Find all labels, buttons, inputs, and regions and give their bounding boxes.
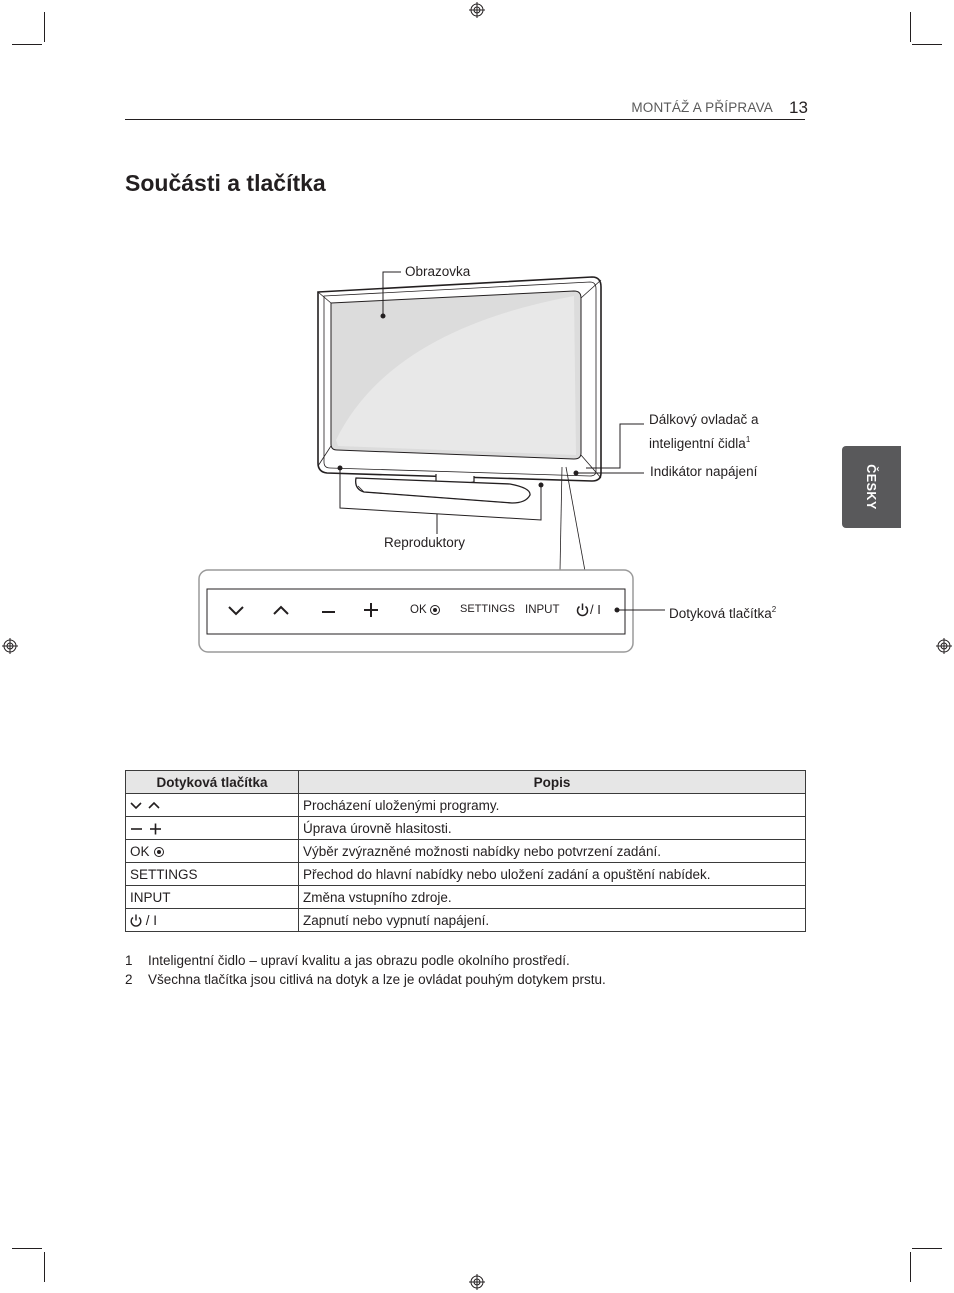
table-header-buttons: Dotyková tlačítka [126,771,299,794]
touch-button-ok-label: OK [410,604,427,616]
page-number: 13 [789,98,808,117]
touch-button-input-label: INPUT [525,604,560,616]
ok-dot-icon [153,846,165,858]
table-cell-key [126,840,299,863]
table-header-description: Popis [299,771,806,794]
footnote-2 [125,972,606,987]
label-screen: Obrazovka [405,264,471,279]
table-row [126,886,806,909]
table-cell-description: Zapnutí nebo vypnutí napájení. [299,909,806,932]
footnote-ref-1: 1 [745,435,751,444]
table-cell-description: Výběr zvýrazněné možnosti nabídky nebo potvrzení zadání. [299,840,806,863]
table-row [126,794,806,817]
table-cell-key [126,794,299,817]
channel-down-up-icon [130,800,164,812]
crop-mark [44,1252,45,1282]
table-row [126,840,806,863]
footnote-number: 2 [125,972,133,987]
footnote-text: Všechna tlačítka jsou citlivá na dotyk a lze je ovládat pouhým dotykem prstu. [148,972,606,987]
crop-mark [912,1248,942,1249]
label-remote-sensor-line1: Dálkový ovladač a [649,412,759,427]
label-touch-buttons [669,600,776,624]
footnote-1 [125,953,570,968]
page-title: Součásti a tlačítka [125,170,326,196]
label-speakers: Reproduktory [384,535,466,550]
label-remote-sensor-line2-text: inteligentní čidla [649,436,746,451]
tv-stand-base [356,478,530,503]
touch-button-power-label: / I [590,602,601,617]
table-row [126,817,806,840]
label-power-indicator: Indikátor napájení [650,464,758,479]
footnote-number: 1 [125,953,133,968]
table-cell-description: Změna vstupního zdroje. [299,886,806,909]
table-key-input: INPUT [126,886,299,909]
crop-mark [12,1248,42,1249]
table-cell-description: Procházení uloženými programy. [299,794,806,817]
header-section-title: MONTÁŽ A PŘÍPRAVA [631,100,773,115]
table-cell-description: Přechod do hlavní nabídky nebo uložení zadání a opuštění nabídek. [299,863,806,886]
table-cell-description: Úprava úrovně hlasitosti. [299,817,806,840]
touch-buttons-table [125,770,806,932]
registration-mark-icon [469,1274,485,1290]
footnote-text: Inteligentní čidlo – upraví kvalitu a jas obrazu podle okolního prostředí. [148,953,570,968]
table-row [126,909,806,932]
table-key-settings: SETTINGS [126,863,299,886]
table-header-row [126,771,806,794]
table-key-ok: OK [130,843,150,859]
volume-minus-plus-icon [130,823,164,835]
crop-mark [910,1252,911,1282]
label-touch-buttons-text: Dotyková tlačítka [669,606,772,621]
table-cell-key [126,909,299,932]
table-cell-key [126,817,299,840]
power-icon [130,914,142,927]
label-remote-sensor-line2 [649,430,750,454]
table-row [126,863,806,886]
touch-button-settings-label: SETTINGS [460,603,516,615]
footnote-ref-2: 2 [771,605,777,614]
language-tab-label: ČESKY [864,464,878,510]
table-key-power: / I [145,912,158,928]
